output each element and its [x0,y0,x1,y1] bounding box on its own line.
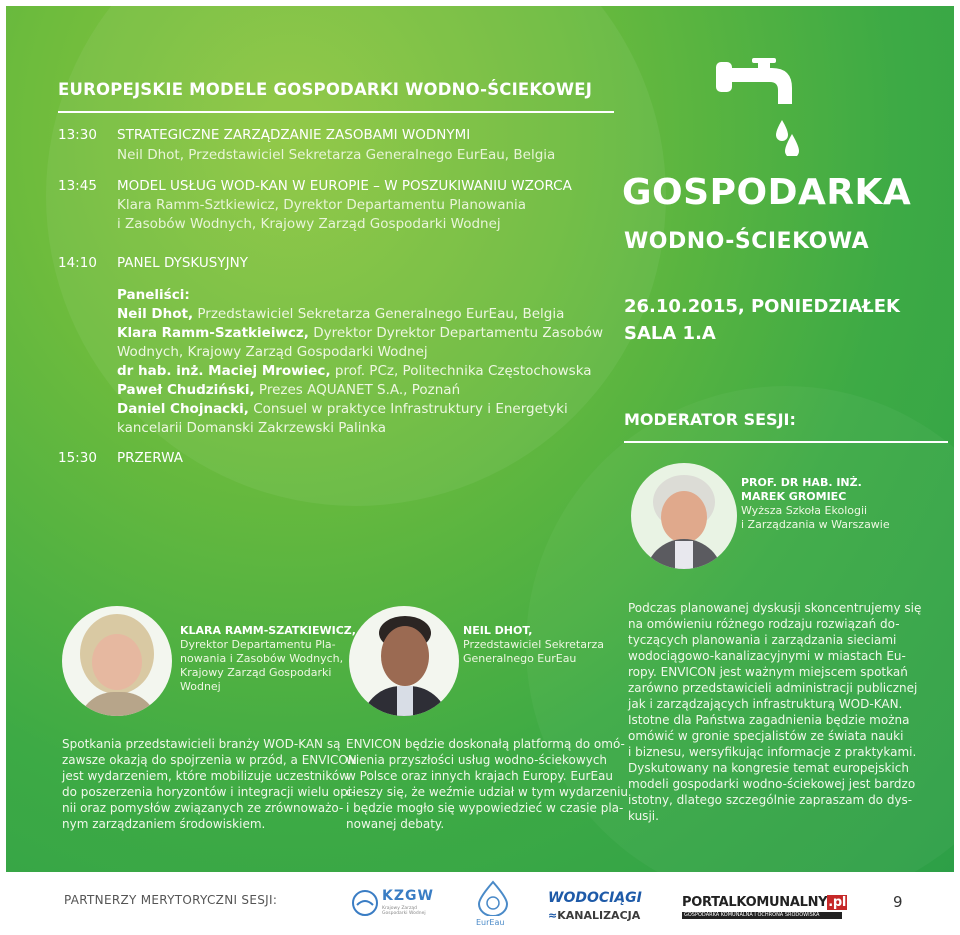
paragraph-line: nii oraz pomysłów związanych ze zrównoważo- [62,801,344,815]
paragraph-line: zarówno przedstawicieli administracji publicznej [628,681,918,695]
speaker-role: Przedstawiciel Sekretarza [463,638,605,651]
paragraph-line: modeli gospodarki wodno-ściekowej jest bardzo [628,777,916,791]
eureau-drop-icon [477,880,509,916]
speaker-role: Wodnej [180,680,221,693]
title-divider [58,111,614,113]
panelist-role: kancelarii Domanski Zakrzewski Palinka [117,420,386,436]
eureau-text: EurEau [476,918,505,927]
paragraph-line: do poszerzenia horyzontów i integracji wielu opi- [62,785,356,799]
session-title: PANEL DYSKUSYJNY [117,255,248,271]
kzgw-subtext: Krajowy Zarząd Gospodarki Wodnej [382,906,426,916]
klara-info [180,624,356,694]
paragraph-line: nym zarządzaniem środowiskiem. [62,817,266,831]
paragraph-line: Spotkania przedstawicieli branży WOD-KAN są [62,737,341,751]
paragraph-line: cieszy się, że weźmie udział w tym wydarzeniu [346,785,629,799]
session-title: PRZERWA [117,450,183,466]
panelist-name: Neil Dhot, [117,306,194,322]
neil-info [463,624,604,666]
paragraph-line: nowanej debaty. [346,817,445,831]
paragraph-line: ropy. ENVICON jest ważnym miejscem spotkań [628,665,908,679]
session-date: 26.10.2015, PONIEDZIAŁEK [624,296,900,317]
portal-text [682,895,847,910]
panelist-role: prof. PCz, Politechnika Częstochowska [330,363,592,379]
paragraph-line: wodociągowo-kanalizacyjnymi w miastach Eu- [628,649,906,663]
paragraph-line: kusji. [628,809,659,823]
paragraph-line: jest wydarzeniem, które mobilizuje uczestników [62,769,350,783]
moderator-title: PROF. DR HAB. INŻ. [741,476,862,489]
paragraph-line: jak i zarządzających infrastrukturą WOD-KAN. [628,697,903,711]
panelist-name: Paweł Chudziński, [117,382,255,398]
speaker-name: NEIL DHOT, [463,624,533,637]
paragraph-line: i będzie mogło się wypowiedzieć w czasie pla- [346,801,624,815]
panelist-line [117,363,592,379]
panelist-name: Daniel Chojnacki, [117,401,249,417]
eureau-logo [470,880,516,932]
page-number: 9 [893,893,903,911]
panelist-line [117,306,564,322]
panelist-role: Dyrektor Dyrektor Departamentu Zasobów [308,325,604,341]
session-time: 14:10 [58,255,97,271]
session-speaker: i Zasobów Wodnych, Krajowy Zarząd Gospodarki Wodnej [117,216,501,232]
kanalizacja-text: ≈KANALIZACJA [548,909,641,922]
wodociagi-kanalizacja-logo [548,890,646,926]
panelist-line [117,344,428,360]
panelist-role: Przedstawiciel Sekretarza Generalnego EurEau, Belgia [193,306,565,322]
section-title: GOSPODARKA [622,172,912,213]
panelist-role: Wodnych, Krajowy Zarząd Gospodarki Wodnej [117,344,428,360]
session-title: STRATEGICZNE ZARZĄDZANIE ZASOBAMI WODNYMI [117,127,471,143]
paragraph-line: zawsze okazją do spojrzenia w przód, a ENVICON [62,753,357,767]
paragraph-line: w Polsce oraz innych krajach Europy. EurEau [346,769,614,783]
paragraph-line: wienia przyszłości usług wodno-ściekowych [346,753,608,767]
speaker-role: Krajowy Zarząd Gospodarki [180,666,332,679]
kzgw-logo [352,884,434,924]
moderator-org: Wyższa Szkoła Ekologii [741,504,868,517]
paragraph-line: Istotne dla Państwa zagadnienia będzie można [628,713,910,727]
portal-komunalny-logo [682,895,847,925]
klara-photo [62,606,172,716]
session-speaker: Klara Ramm-Sztkiewicz, Dyrektor Departamentu Planowania [117,197,527,213]
moderator-label: MODERATOR SESJI: [624,410,796,429]
kzgw-text: KZGW [382,888,434,904]
session-speaker: Neil Dhot, Przedstawiciel Sekretarza Generalnego EurEau, Belgia [117,147,556,163]
paragraph-line: omówić w gronie specjalistów ze świata nauki [628,729,904,743]
paragraph-line: na omówieniu różnego rodzaju rozwiązań do- [628,617,900,631]
speaker-name: KLARA RAMM-SZATKIEWICZ, [180,624,356,637]
water-tap-icon [712,56,802,156]
speaker-role: nowania i Zasobów Wodnych, [180,652,344,665]
wodociagi-text: WODOCIĄGI [548,890,642,906]
paragraph-line: Dyskutowany na kongresie temat europejskich [628,761,909,775]
paragraph-line: Podczas planowanej dyskusji skoncentrujemy się [628,601,922,615]
session-time: 15:30 [58,450,97,466]
neil-photo [349,606,459,716]
panelist-role: Prezes AQUANET S.A., Poznań [254,382,461,398]
paragraph-line: ENVICON będzie doskonałą platformą do omó- [346,737,625,751]
kanalizacja-label: KANALIZACJA [557,909,641,922]
paragraph-line: i biznesu, wersyfikując informacje z praktykami. [628,745,917,759]
speaker-role: Generalnego EurEau [463,652,577,665]
panelist-line [117,325,603,341]
session-time: 13:30 [58,127,97,143]
panelists-heading: Paneliści: [117,287,190,303]
paragraph-line: tyczących planowania i zarządzania sieciami [628,633,897,647]
session-time: 13:45 [58,178,97,194]
portal-subtext: GOSPODARKA KOMUNALNA I OCHRONA ŚRODOWISKA [682,912,842,919]
panelist-role: Consuel w praktyce Infrastruktury i Energetyki [248,401,568,417]
moderator-name: MAREK GROMIEC [741,490,847,503]
panelist-line [117,382,460,398]
panelist-line [117,420,386,436]
paragraph-line: istotny, dlatego szczególnie zapraszam do dys- [628,793,913,807]
panelist-line [117,401,568,417]
session-title: MODEL USŁUG WOD-KAN W EUROPIE – W POSZUKIWANIU WZORCA [117,178,572,194]
moderator-org: i Zarządzania w Warszawie [741,518,890,531]
main-title: EUROPEJSKIE MODELE GOSPODARKI WODNO-ŚCIEKOWEJ [58,80,593,99]
panelist-name: Klara Ramm-Szatkieiwcz, [117,325,309,341]
partners-label: PARTNERZY MERYTORYCZNI SESJI: [64,893,278,907]
session-room: SALA 1.A [624,323,716,344]
section-subtitle: WODNO-ŚCIEKOWA [624,229,870,254]
moderator-divider [624,441,948,443]
portal-name: PORTALKOMUNALNY [682,895,828,910]
kzgw-emblem-icon [352,890,378,916]
moderator-info [741,476,890,532]
moderator-photo [631,463,737,569]
speaker-role: Dyrektor Departamentu Pla- [180,638,336,651]
portal-suffix: .pl [828,895,847,910]
panelist-name: dr hab. inż. Maciej Mrowiec, [117,363,331,379]
